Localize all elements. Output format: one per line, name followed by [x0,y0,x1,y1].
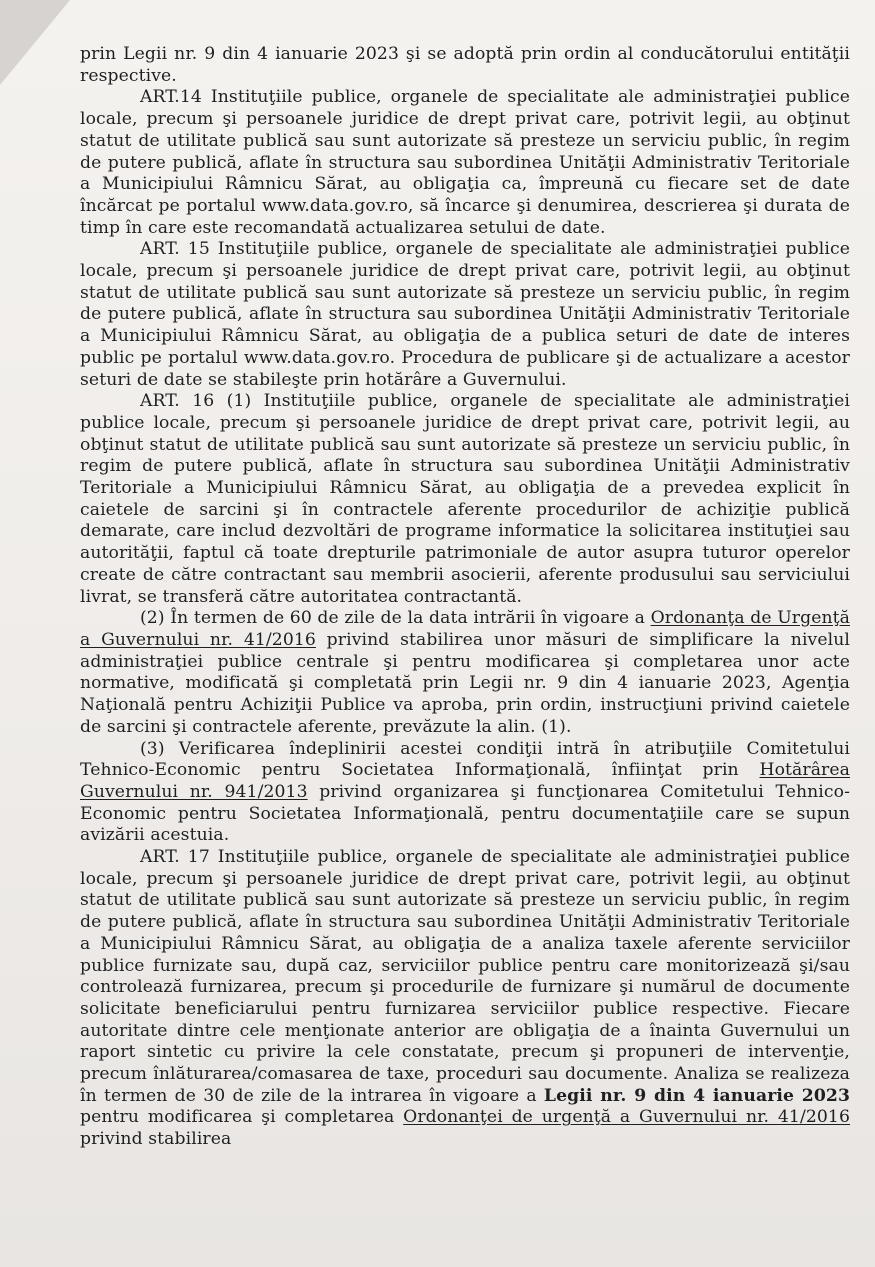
article-15: ART. 15 Instituţiile publice, organele de specialitate ale administraţiei publice locale, precum şi persoanele juridice de drept privat care, potrivit legii, au obţinut statut de utilitate publică sau sunt autorizate să presteze un serviciu public, în regim de putere publică, aflate în structura sau subordinea Unităţii Administrativ Teritoriale a Municipiului Râmnicu Sărat, au obligaţia de a publica seturi de date de interes public pe portalul www.data.gov.ro. Procedura de publicare şi de actualizare a acestor seturi de date se stabileşte prin hotărâre a Guvernului. [80,239,850,390]
art17-text-b: pentru modificarea şi completarea [80,1107,404,1128]
article-14: ART.14 Instituţiile publice, organele de specialitate ale administraţiei publice locale, precum şi persoanele juridice de drept privat care, potrivit legii, au obţinut statut de utilitate publică sau sunt autorizate să presteze un serviciu public, în regim de putere publică, aflate în structura sau subordinea Unităţii Administrativ Teritoriale a Municipiului Râmnicu Sărat, au obligaţia ca, împreună cu fiecare set de date încărcat pe portalul www.data.gov.ro, să încarce şi denumirea, descrierea şi durata de timp în care este recomandată actualizarea setului de date. [80,87,850,238]
art17-text-a: ART. 17 Instituţiile publice, organele de specialitate ale administraţiei publice locale, precum şi persoanele juridice de drept privat care, potrivit legii, au obţinut statut de utilitate publică sau sunt autorizate să presteze un serviciu public, în regim de putere publică, aflate în structura sau subordinea Unităţii Administrativ Teritoriale a Municipiului Râmnicu Sărat, au obligaţia de a analiza taxele aferente serviciilor publice furnizate sau, după caz, serviciilor publice pentru care monitorizează şi/sau controlează furnizarea, precum şi procedurile de furnizare şi numărul de documente solicitate beneficiarului pentru furnizarea serviciilor publice respective. Fiecare autoritate dintre cele menţionate anterior are obligaţia de a înainta Guvernului un raport sintetic cu privire la cele constatate, precum şi propuneri de intervenţie, precum înlăturarea/comasarea de taxe, proceduri sau documente. Analiza se realizeza în termen de 30 de zile de la intrarea în vigoare a [80,847,850,1106]
art16-2-text-b: privind stabilirea unor măsuri de simplificare la nivelul administraţiei publice centrale şi pentru modificarea şi completarea unor acte normative, modificată şi completată prin Legii nr. 9 din 4 ianuarie 2023, Agenţia Naţională pentru Achiziţii Publice va aproba, prin ordin, instrucţiuni privind caietele de sarcini şi contractele aferente, prevăzute la alin. (1). [80,629,850,737]
document-body [80,44,850,1151]
ordonanta-41-2016-link[interactable]: Ordonanţa de Urgenţă a Guvernului nr. 41/2016 [80,608,850,650]
paragraph-continuation: prin Legii nr. 9 din 4 ianuarie 2023 şi se adoptă prin ordin al conducătorului entităţii respective. [80,44,850,86]
art16-3-text-a: (3) Verificarea îndeplinirii acestei condiţii intră în atribuţiile Comitetului Tehnico-Economic pentru Societatea Informaţională, înfiinţat prin [80,738,850,781]
ordonanta-urgenta-41-2016-link[interactable]: Ordonanţei de urgenţă a Guvernului nr. 41/2016 [403,1107,851,1128]
art16-3-text-b: privind organizarea şi funcţionarea Comitetului Tehnico-Economic pentru Societatea Informaţională, pentru documentaţiile care se supun avizării acestuia. [80,781,850,846]
art16-2-text-a: (2) În termen de 60 de zile de la data intrării în vigoare a [140,608,651,629]
article-16-paragraph-2 [80,608,850,738]
article-16-paragraph-1: ART. 16 (1) Instituţiile publice, organele de specialitate ale administraţiei publice locale, precum şi persoanele juridice de drept privat care, potrivit legii, au obţinut statut de utilitate publică sau sunt autorizate să presteze un serviciu public, în regim de putere publică, aflate în structura sau subordinea Unităţii Administrativ Teritoriale a Municipiului Râmnicu Sărat, au obligaţia de a prevedea explicit în caietele de sarcini şi în contractele aferente procedurilor de achiziţie publică demarate, care includ dezvoltări de programe informatice la solicitarea instituţiei sau autorităţii, faptul că toate drepturile patrimoniale de autor asupra tuturor operelor create de către contractant sau membrii asocierii, aferente produsului sau serviciului livrat, se transferă către autoritatea contractantă. [80,391,850,607]
article-17 [80,847,850,1151]
legea-9-2023-bold: Legii nr. 9 din 4 ianuarie 2023 [543,1085,851,1106]
article-16-paragraph-3 [80,739,850,848]
page-corner-fold [0,0,70,85]
art17-text-c: privind stabilirea [80,1129,232,1150]
hotararea-941-2013-link[interactable]: Hotărârea Guvernului nr. 941/2013 [80,760,850,802]
